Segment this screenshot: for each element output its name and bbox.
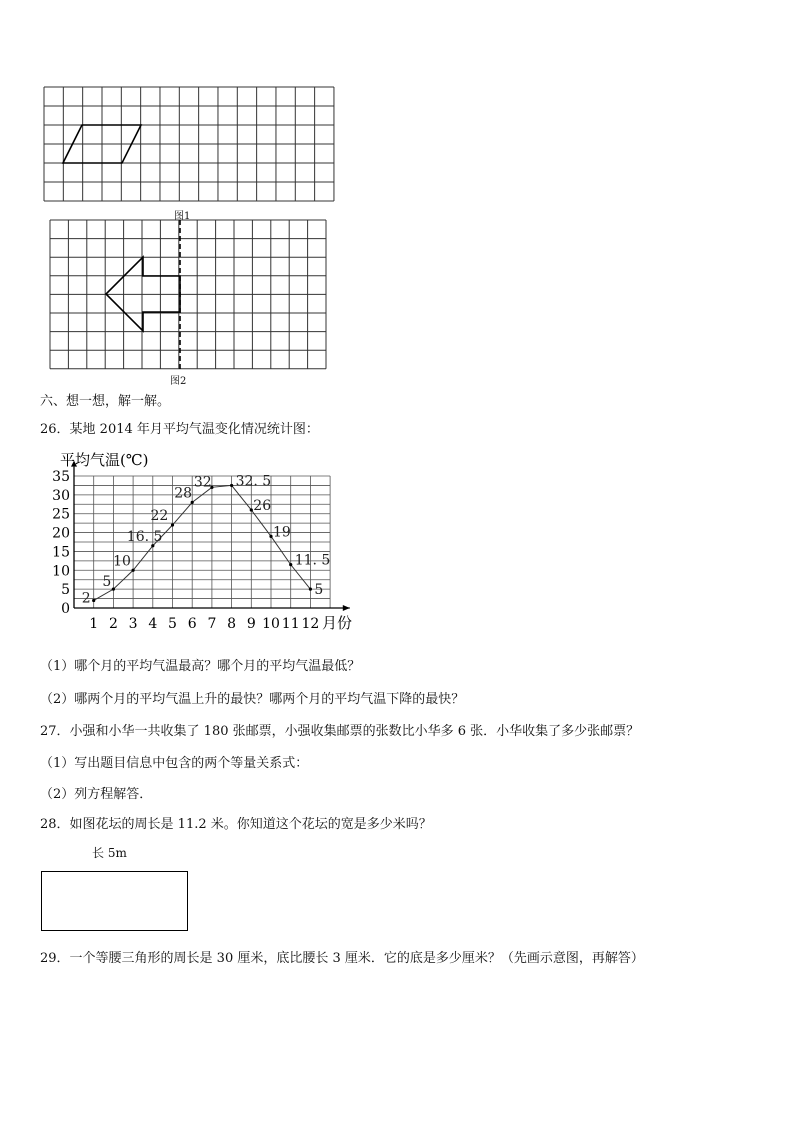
data-point (112, 588, 115, 591)
data-label: 32 (193, 474, 212, 491)
question-27-part-2: （2）列方程解答． (40, 787, 153, 802)
x-tick-label: 9 (246, 616, 256, 632)
chart-title: 平均气温(℃) (60, 451, 149, 469)
question-26-part-1: （1）哪个月的平均气温最高？哪个月的平均气温最低？ (40, 659, 361, 674)
x-tick-label: 12 (301, 616, 320, 632)
x-tick-label: 4 (148, 616, 158, 632)
figure2-grid (0, 215, 794, 375)
y-tick-label: 5 (61, 582, 70, 599)
data-label: 11. 5 (294, 552, 331, 569)
figure2-caption: 图2 (170, 376, 187, 387)
question-27: 27．小强和小华一共收集了 180 张邮票，小强收集邮票的张数比小华多 6 张．小华收集了多少张邮票？ (40, 724, 640, 739)
x-tick-label: 10 (262, 616, 280, 632)
data-label: 16. 5 (126, 528, 163, 545)
x-axis-arrow (343, 605, 350, 611)
chart-x-axis-label: 月份 (322, 614, 353, 632)
data-label: 5 (102, 574, 112, 591)
section-title: 六、想一想，解一解。 (40, 394, 171, 409)
y-tick-label: 0 (61, 601, 70, 617)
x-tick-label: 11 (281, 616, 300, 632)
figure1-grid (0, 0, 794, 220)
x-tick-label: 1 (89, 616, 99, 632)
x-tick-label: 5 (168, 616, 177, 632)
data-label: 10 (113, 553, 131, 570)
data-label: 32. 5 (235, 473, 272, 490)
figure1-caption: 图1 (174, 211, 191, 222)
x-tick-label: 7 (207, 616, 217, 632)
y-tick-label: 30 (52, 487, 70, 504)
data-point (171, 523, 174, 526)
x-tick-label: 3 (128, 616, 138, 632)
data-label: 28 (174, 485, 193, 502)
flowerbed-length-label: 长 5m (92, 846, 127, 860)
data-point (132, 569, 135, 572)
y-tick-label: 15 (52, 544, 70, 561)
x-tick-label: 2 (108, 616, 118, 632)
question-26: 26．某地 2014 年月平均气温变化情况统计图： (40, 422, 319, 437)
y-tick-label: 25 (52, 506, 70, 523)
data-label: 19 (273, 524, 291, 541)
data-label: 22 (150, 508, 169, 525)
data-label: 5 (314, 582, 324, 599)
data-point (289, 563, 292, 566)
data-point (309, 588, 312, 591)
data-label: 2 (81, 590, 91, 607)
data-point (230, 484, 233, 487)
y-tick-label: 35 (52, 469, 70, 485)
data-point (92, 599, 95, 602)
data-label: 26 (253, 497, 272, 514)
question-28: 28．如图花坛的周长是 11.2 米。你知道这个花坛的宽是多少米吗？ (40, 817, 432, 832)
temperature-line-chart (0, 440, 794, 640)
x-tick-label: 6 (187, 616, 197, 632)
flowerbed-rectangle (41, 871, 188, 931)
question-26-part-2: （2）哪两个月的平均气温上升的最快？哪两个月的平均气温下降的最快？ (40, 692, 465, 707)
y-tick-label: 10 (52, 563, 70, 580)
y-tick-label: 20 (52, 525, 70, 542)
question-29: 29．一个等腰三角形的周长是 30 厘米，底比腰长 3 厘米．它的底是多少厘米？（先画示意图，再解答） (40, 951, 644, 966)
x-tick-label: 8 (227, 616, 237, 632)
question-27-part-1: （1）写出题目信息中包含的两个等量关系式： (40, 756, 309, 771)
